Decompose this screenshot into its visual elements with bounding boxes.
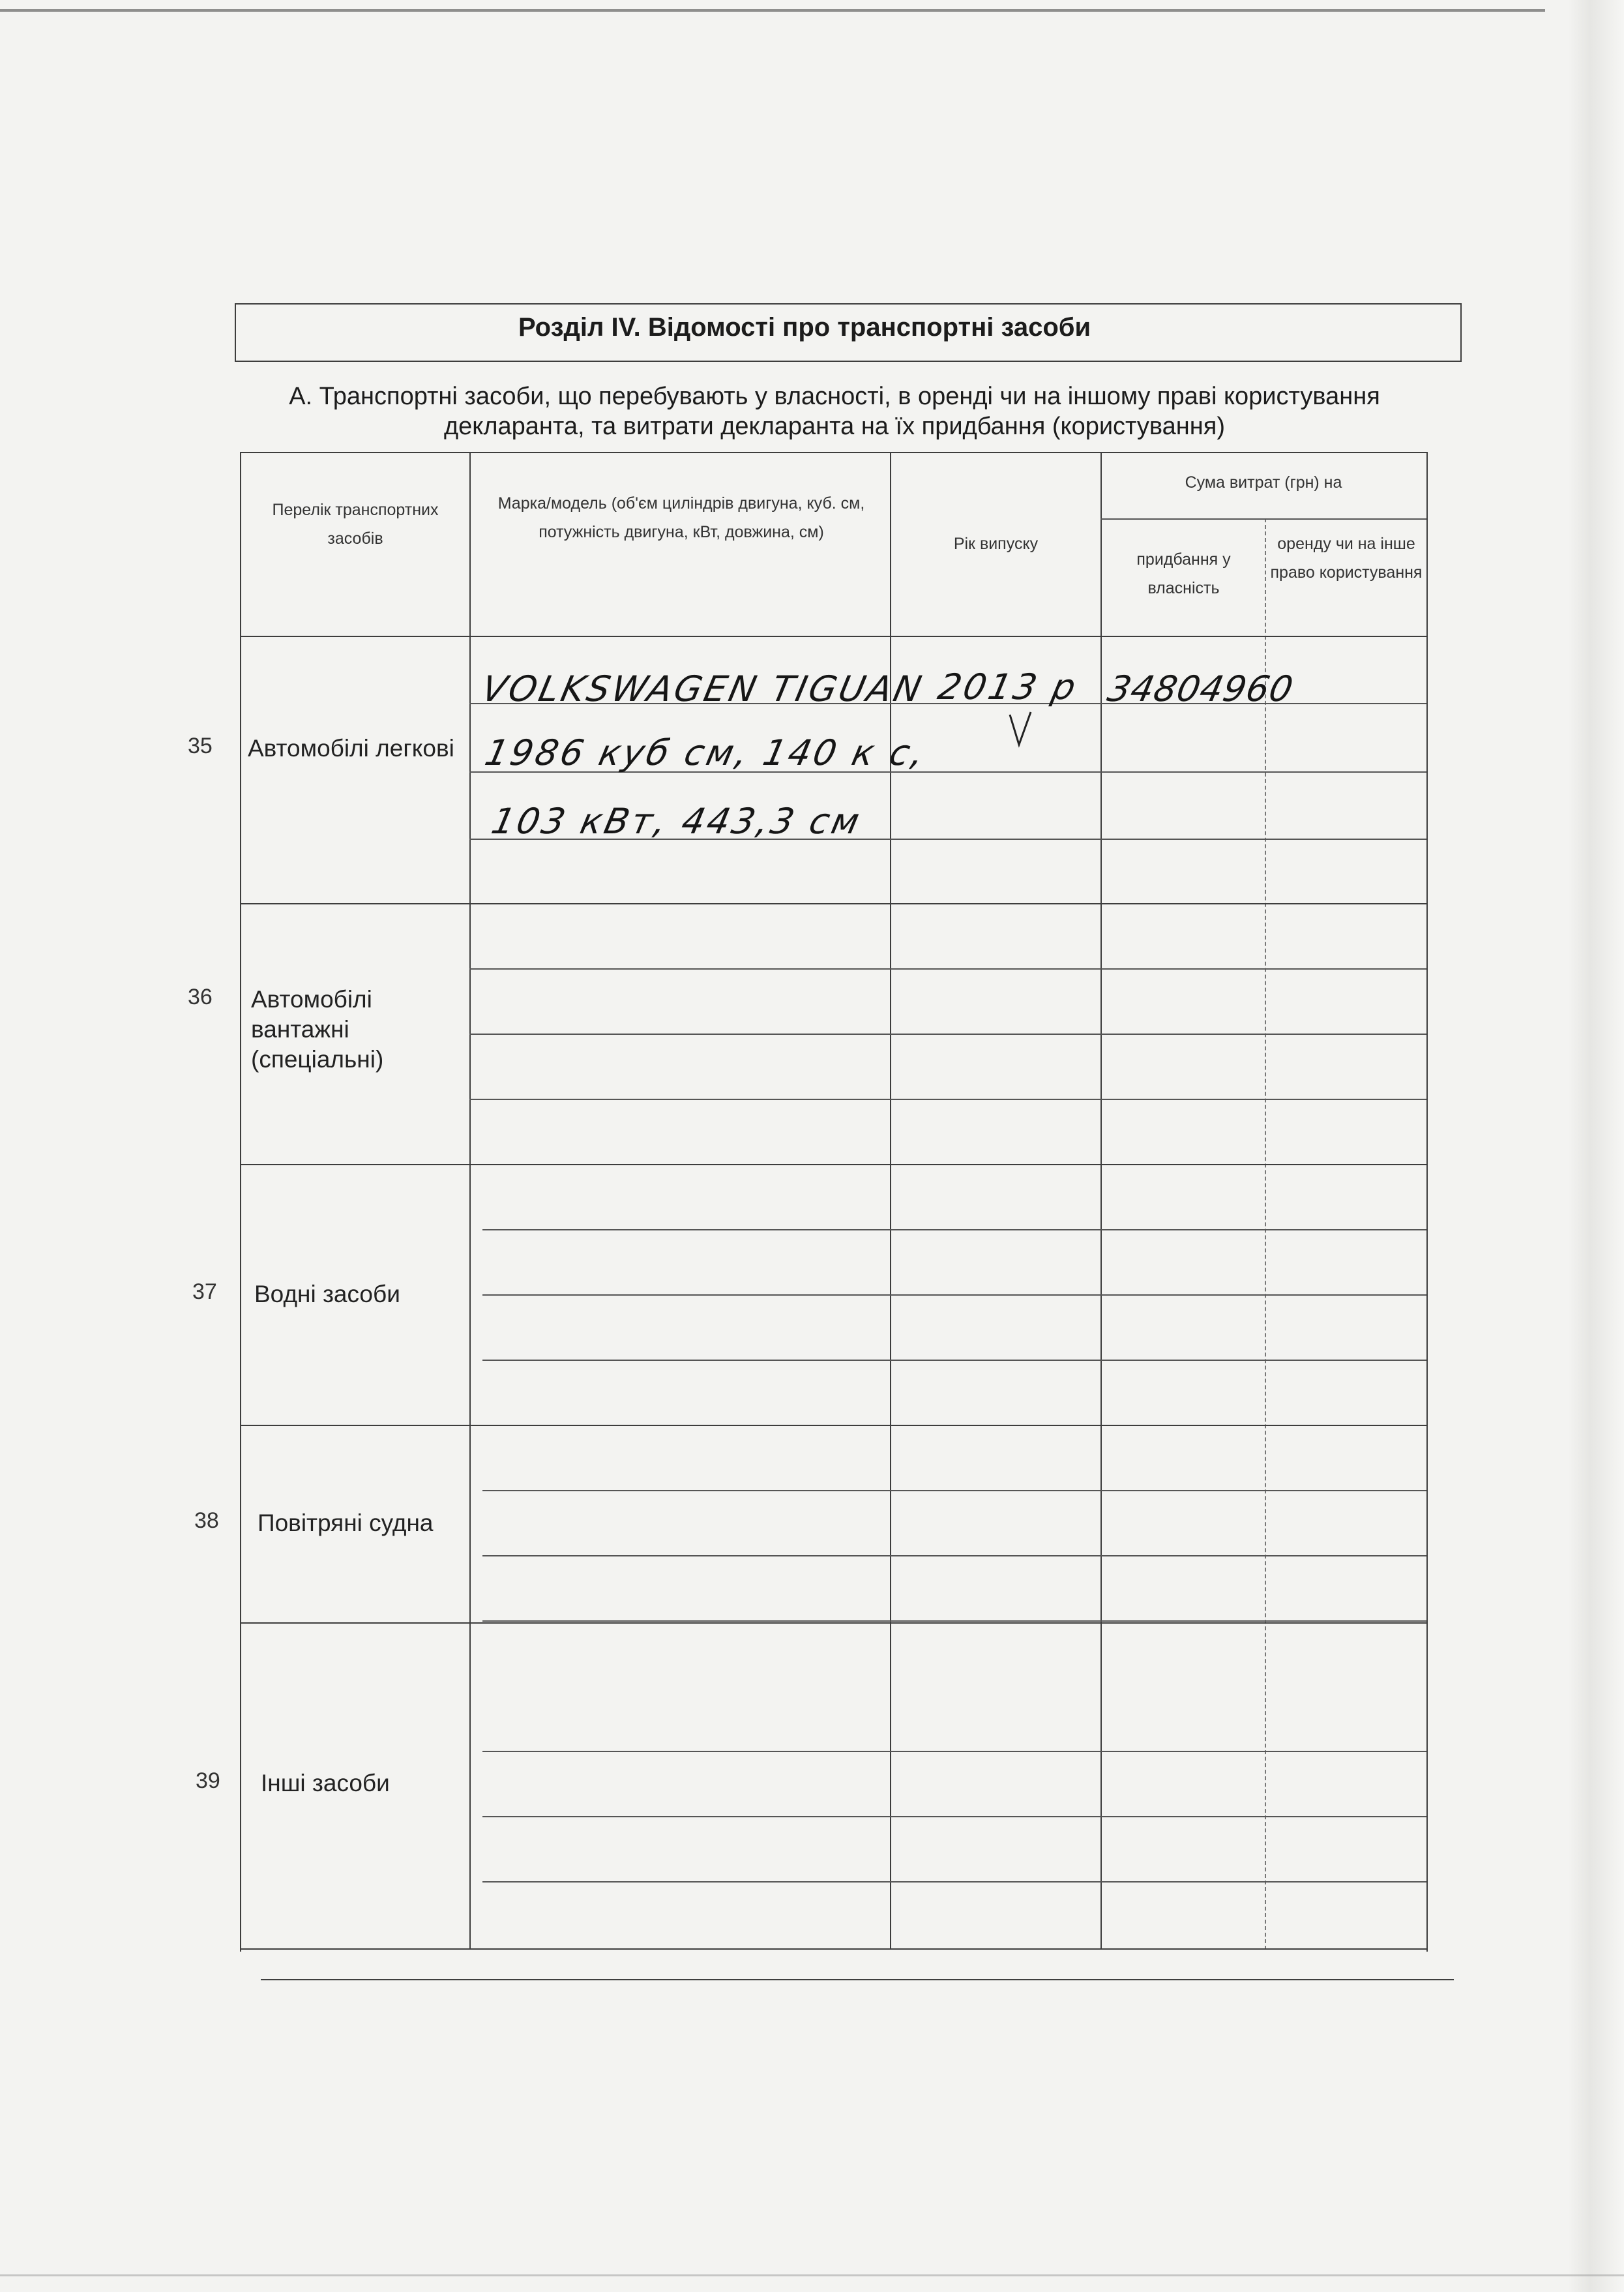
header-sum-group: Сума витрат (грн) на (1185, 473, 1342, 492)
line-row37-end (240, 1425, 1426, 1426)
table-top-line (240, 452, 1426, 453)
table-left-border (240, 452, 241, 1952)
handwritten-year: 2013 р (934, 666, 1082, 707)
line-38b (482, 1555, 1426, 1556)
row-num-35: 35 (188, 734, 213, 758)
line-39c (482, 1881, 1426, 1883)
line-36a (469, 968, 1426, 970)
handwritten-power: 103 кВт, 443,3 см (488, 801, 866, 842)
row-label-39: Інші засоби (261, 1770, 390, 1796)
scan-edge-bottom (0, 2274, 1624, 2276)
col-sep-4 (1265, 518, 1266, 1950)
table-right-border (1426, 452, 1428, 1952)
row-num-39: 39 (196, 1768, 220, 1793)
line-row35-end (240, 903, 1426, 904)
sum-group-divider (1100, 518, 1426, 520)
line-row38-end (240, 1622, 1426, 1624)
row-label-37: Водні засоби (254, 1281, 400, 1307)
line-39a (482, 1751, 1426, 1752)
col-sep-1 (469, 452, 471, 1948)
row-num-38: 38 (194, 1508, 219, 1533)
header-model: Марка/модель (об'єм циліндрів двигуна, куб. см, потужність двигуна, кВт, довжина, см) (497, 494, 865, 541)
scan-edge-right (1568, 0, 1624, 2292)
row-label-35: Автомобілі легкові (248, 735, 454, 762)
header-vehicle-list: Перелік транспортних засобів (272, 501, 439, 548)
line-38c (482, 1620, 1426, 1622)
line-38a (482, 1490, 1426, 1491)
line-36c (469, 1099, 1426, 1100)
section-title: Розділ IV. Відомості про транспортні засоби (518, 313, 1091, 342)
header-rent: оренду чи на інше право користування (1270, 535, 1423, 582)
header-year: Рік випуску (953, 535, 1039, 553)
table-bottom-line (240, 1948, 1426, 1950)
row-label-36: Автомобілі вантажні (спеціальні) (251, 986, 384, 1073)
line-37a (482, 1229, 1426, 1230)
title-bottom-line (235, 361, 1460, 362)
page-bottom-rule (261, 1979, 1454, 1980)
line-37c (482, 1360, 1426, 1361)
line-37b (482, 1294, 1426, 1296)
header-purchase: придбання у власність (1136, 550, 1231, 597)
subsection-title: А. Транспортні засоби, що перебувають у власності, в оренді чи на іншому праві користування декларанта, та витрати декларанта на їх придбання (користування) (289, 383, 1380, 440)
header-bottom-line (240, 636, 1426, 637)
handwritten-model: VOLKSWAGEN TIGUAN (478, 668, 928, 709)
row-label-38: Повітряні судна (258, 1510, 434, 1536)
row-num-37: 37 (192, 1279, 217, 1304)
handwritten-amount: 34804960 (1104, 668, 1297, 709)
line-39b (482, 1816, 1426, 1817)
line-row36-end (240, 1164, 1426, 1165)
row-num-36: 36 (188, 985, 213, 1009)
col-sep-3 (1100, 452, 1102, 1948)
checkmark-icon (1007, 711, 1033, 750)
line-36b (469, 1034, 1426, 1035)
scan-edge-top (0, 9, 1545, 12)
handwritten-engine: 1986 куб см, 140 к с, (481, 732, 930, 773)
